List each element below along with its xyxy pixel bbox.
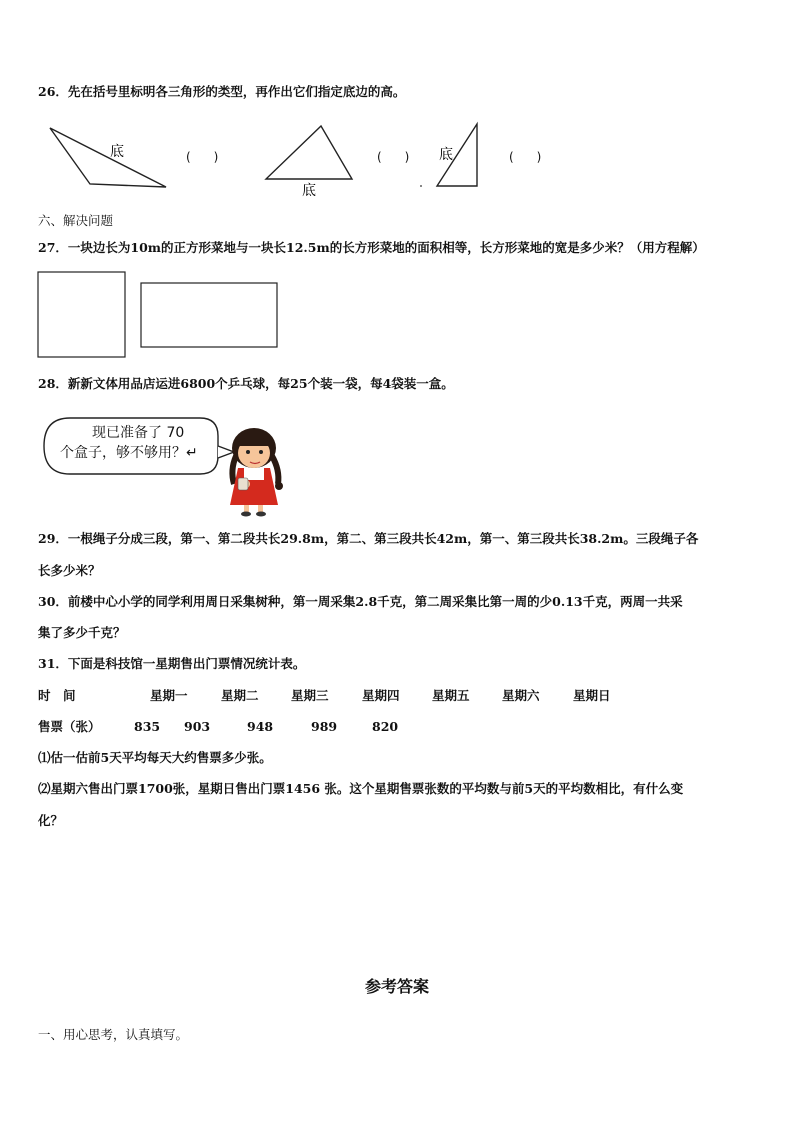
answers-title: 参考答案 [364, 977, 429, 996]
table-day: 星期日 [573, 688, 611, 703]
table-day: 星期二 [221, 688, 259, 703]
q31-sub2-line2: 化？ [38, 813, 64, 828]
table-day: 星期一 [150, 688, 188, 703]
table-row-label: 售票（张） [38, 719, 101, 734]
q29-line2: 长多少米？ [38, 563, 101, 578]
q31-sub2-line1: ⑵星期六售出门票1700张，星期日售出门票1456 张。这个星期售票张数的平均数与前5天的平均数相比，有什么变 [38, 781, 684, 796]
triangle1-base-label: 底 [110, 144, 124, 160]
table-header-label: 时 间 [38, 688, 76, 703]
bubble-line2: 个盒子，够不够用？↵ [60, 445, 198, 461]
triangle3-base-label: 底 [439, 147, 453, 163]
q29-line1: 29．一根绳子分成三段，第一、第二段共长29.8m，第二、第三段共长42m，第一、第三段共长38.2m。三段绳子各 [38, 531, 699, 546]
q30-line2: 集了多少千克？ [38, 625, 126, 640]
table-value: 989 [311, 719, 338, 734]
q26-text: 26．先在括号里标明各三角形的类型，再作出它们指定底边的高。 [38, 84, 406, 99]
q27-text: 27．一块边长为10m的正方形菜地与一块长12.5m的长方形菜地的面积相等，长方形菜地的宽是多少米？（用方程解） [38, 240, 705, 255]
section6-title: 六、解决问题 [38, 213, 114, 228]
triangle1-type-blank[interactable]: ( ) [186, 150, 219, 164]
bubble-line1: 现已准备了 70 [92, 425, 185, 441]
table-value: 820 [372, 719, 399, 734]
table-value: 903 [184, 719, 211, 734]
table-day: 星期五 [432, 688, 470, 703]
triangle3-type-blank[interactable]: ( ) [509, 150, 542, 164]
q31-sub1: ⑴估一估前5天平均每天大约售票多少张。 [38, 750, 272, 765]
triangle2-base-label: 底 [302, 183, 316, 199]
table-day: 星期三 [291, 688, 329, 703]
answers-section1: 一、用心思考，认真填写。 [38, 1027, 189, 1042]
q30-line1: 30．前楼中心小学的同学利用周日采集树种，第一周采集2.8千克，第二周采集比第一周的少0.13千克，两周一共采 [38, 594, 683, 609]
table-day: 星期六 [502, 688, 540, 703]
table-value: 835 [134, 719, 161, 734]
table-day: 星期四 [362, 688, 400, 703]
table-value: 948 [247, 719, 274, 734]
q31-text: 31．下面是科技馆一星期售出门票情况统计表。 [38, 656, 306, 671]
q28-text: 28．新新文体用品店运进6800个乒乓球，每25个装一袋，每4袋装一盒。 [38, 376, 454, 391]
triangle2-type-blank[interactable]: ( ) [377, 150, 410, 164]
